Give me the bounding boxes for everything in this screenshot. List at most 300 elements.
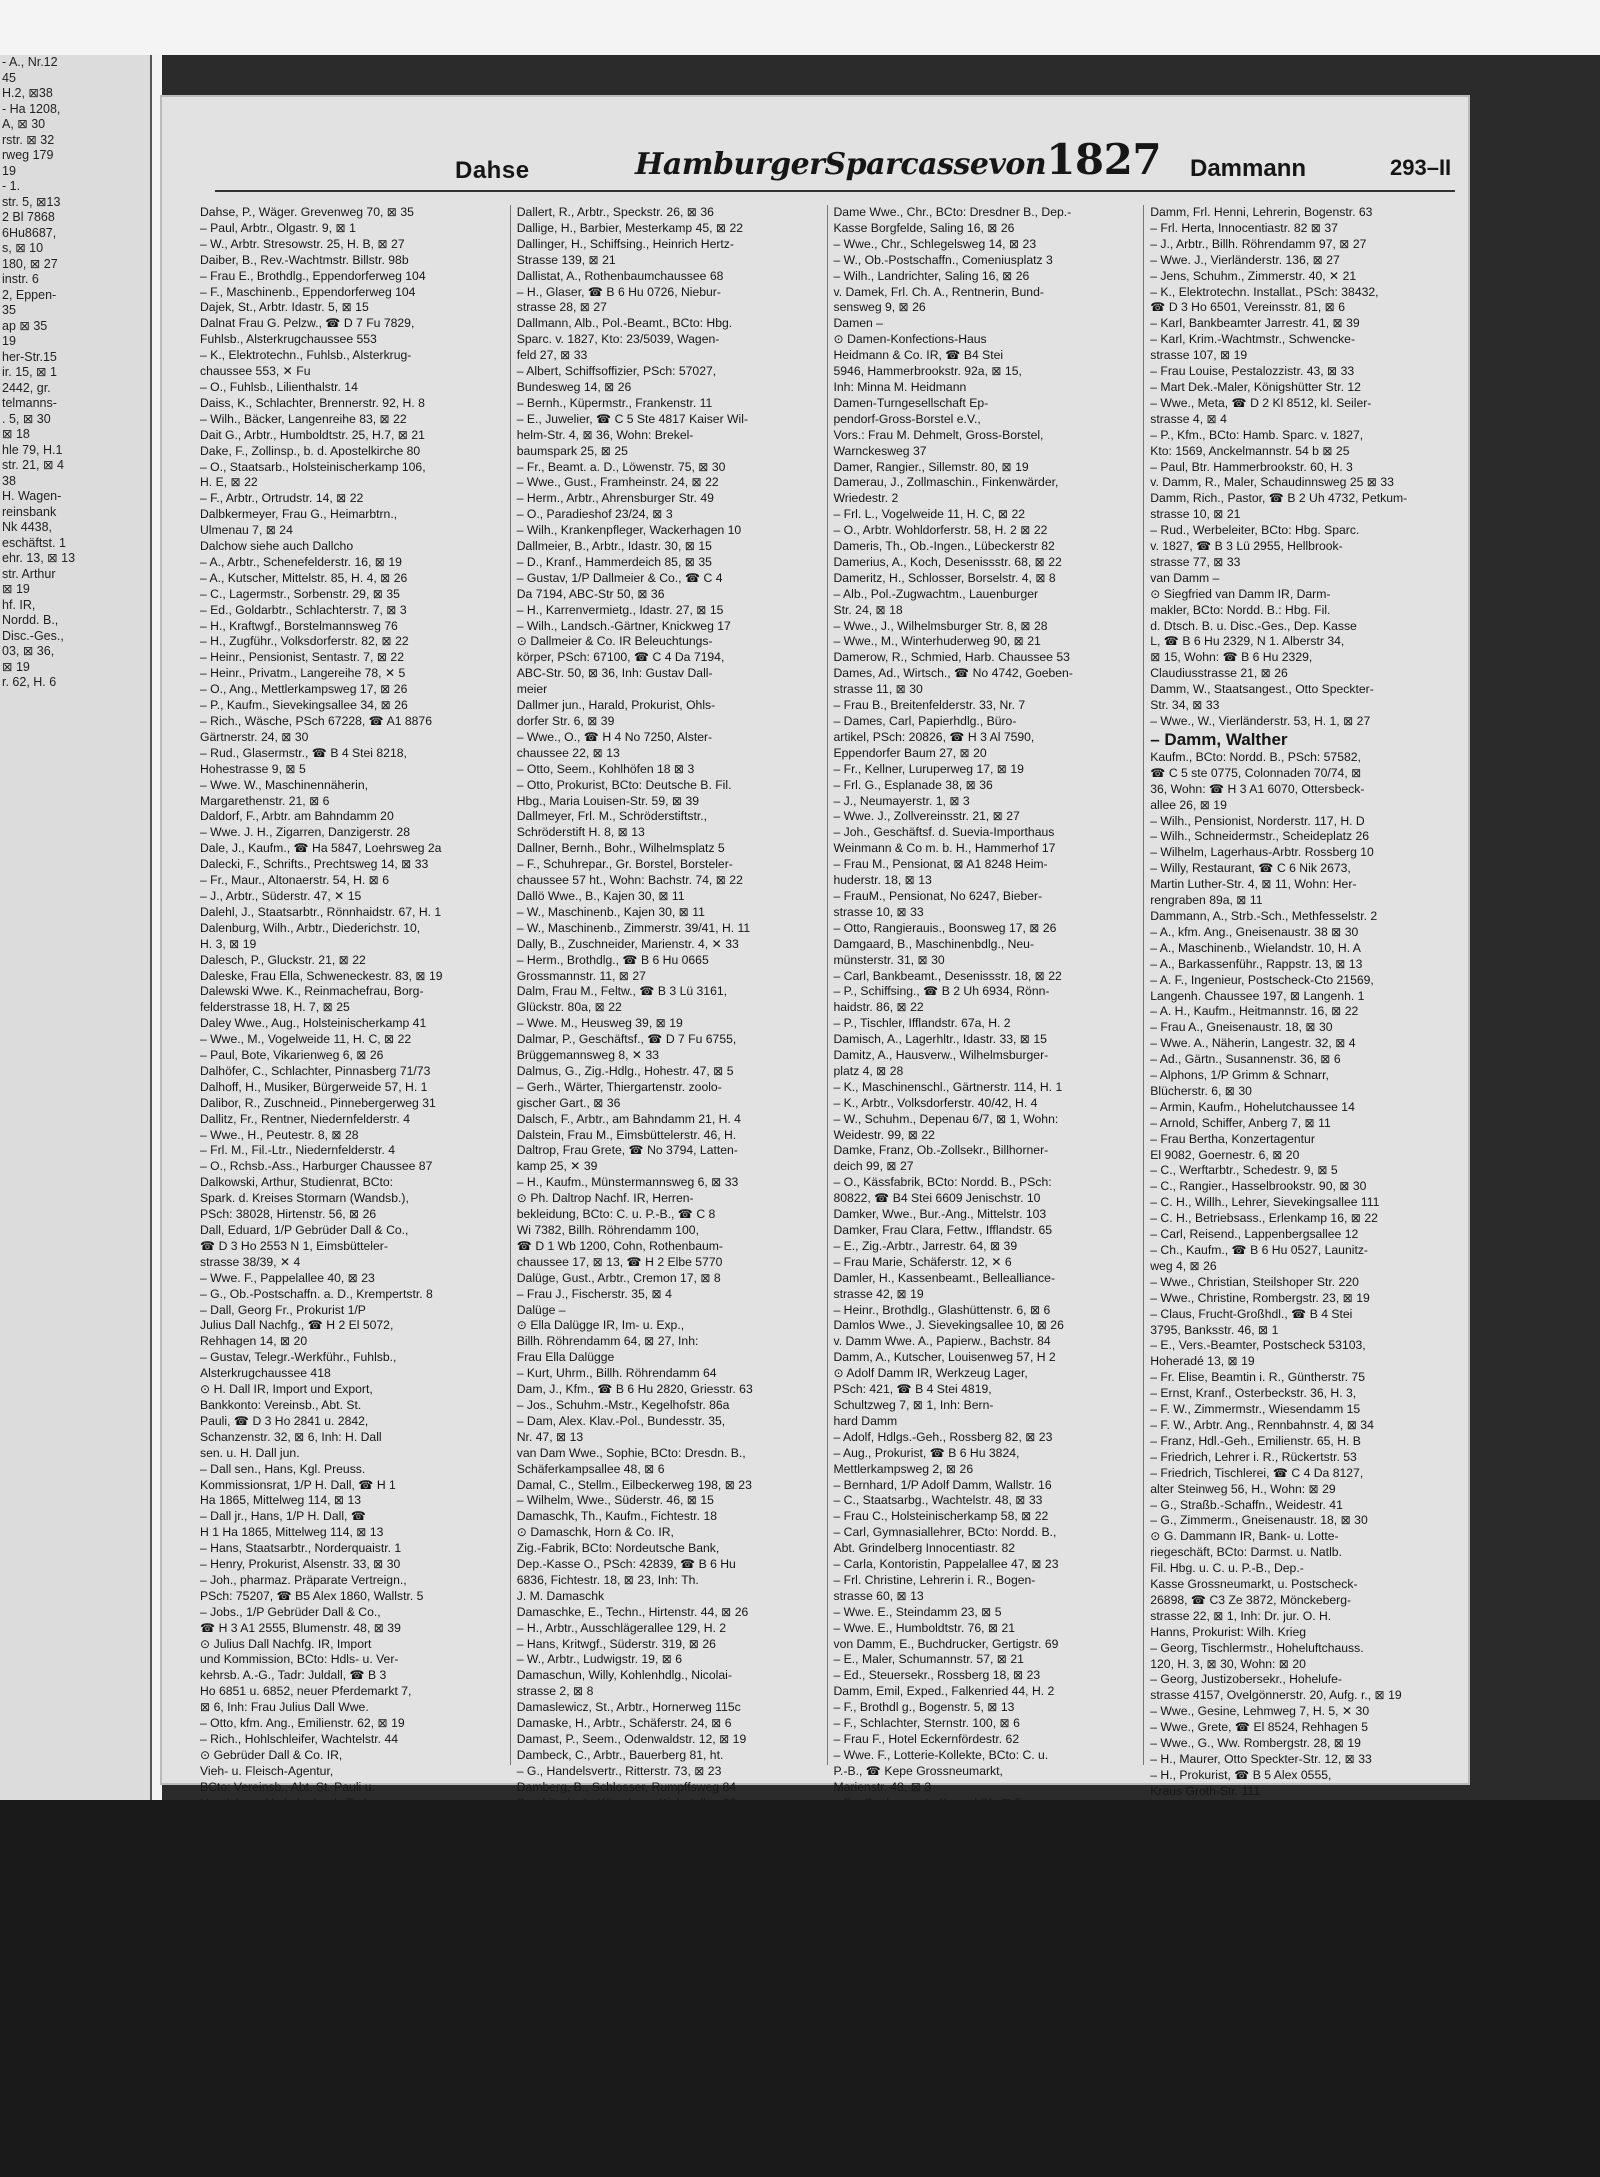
directory-entry: H. 3, ⊠ 19: [200, 936, 257, 951]
directory-entry: – H., Karrenvermietg., Idastr. 27, ⊠ 15: [516, 602, 724, 617]
directory-entry: strasse 77, ⊠ 33: [1150, 554, 1241, 569]
directory-entry: – Jens, Schuhm., Zimmerstr. 40, ✕ 21: [1150, 268, 1357, 283]
directory-entry: – Dall jr., Hans, 1/P H. Dall, ☎: [200, 1509, 367, 1524]
directory-entry: Dalchow siehe auch Dallcho: [200, 539, 354, 554]
directory-entry: – Frl. L., Vogelweide 11, H. C, ⊠ 22: [833, 507, 1026, 522]
directory-entry: ⊙ Gebrüder Dall & Co. IR,: [200, 1747, 343, 1762]
previous-page-fragment: s, ⊠ 10: [2, 241, 44, 255]
directory-entry: makler, BCto: Nordd. B.: Hbg. Fil.: [1150, 602, 1331, 617]
directory-entry: – Jos., Schuhm.-Mstr., Kegelhofstr. 86a: [516, 1397, 730, 1412]
directory-entry: – Alb., Pol.-Zugwachtm., Lauenburger: [833, 586, 1039, 601]
directory-entry: Hohestrasse 9, ⊠ 5: [200, 761, 306, 776]
directory-entry: – G., Straßb.-Schaffn., Weidestr. 41: [1150, 1497, 1343, 1512]
directory-entry: – Carla, Kontoristin, Pappelallee 47, ⊠ 23: [833, 1557, 1059, 1572]
directory-entry: Dalkowski, Arthur, Studienrat, BCto:: [200, 1175, 394, 1190]
directory-entry: Langenh. Chaussee 197, ⊠ Langenh. 1: [1150, 988, 1365, 1003]
directory-entry: – J., Arbtr., Süderstr. 47, ✕ 15: [200, 888, 362, 903]
directory-entry: strasse 2, ⊠ 8: [516, 1684, 594, 1699]
directory-entry: Damgaard, B., Maschinenbdlg., Neu-: [833, 936, 1035, 951]
directory-entry: – Frl. M., Fil.-Ltr., Niedernfelderstr. 4: [200, 1143, 396, 1158]
directory-entry: – Otto, Seem., Kohlhöfen 18 ⊠ 3: [516, 761, 695, 776]
directory-entry: ABC-Str. 50, ⊠ 36, Inh: Gustav Dall-: [516, 666, 713, 681]
directory-entry: 3795, Banksstr. 46, ⊠ 1: [1150, 1322, 1279, 1337]
directory-entry: – Friedrich, Lehrer i. R., Rückertstr. 53: [1150, 1449, 1357, 1464]
directory-entry: Hoheradé 13, ⊠ 19: [1150, 1354, 1255, 1369]
directory-entry: Dameritz, H., Schlosser, Borselstr. 4, ⊠ 8: [833, 570, 1056, 585]
directory-entry: – Heinr., Privatm., Langereihe 78, ✕ 5: [200, 666, 406, 681]
directory-entry: Dalstein, Frau M., Eimsbüttelerstr. 46, H.: [516, 1127, 737, 1142]
directory-entry: – J., Arbtr., Billh. Röhrendamm 97, ⊠ 27: [1150, 236, 1367, 251]
directory-entry: Spark. d. Kreises Stormarn (Wandsb.),: [200, 1191, 409, 1206]
directory-entry: – E., Zig.-Arbtr., Jarrestr. 64, ⊠ 39: [833, 1238, 1018, 1253]
directory-entry: Str. 24, ⊠ 18: [833, 602, 903, 617]
directory-entry: – Otto, kfm. Ang., Emilienstr. 62, ⊠ 19: [200, 1716, 405, 1731]
directory-entry: strasse 22, ⊠ 1, Inh: Dr. jur. O. H.: [1150, 1608, 1332, 1623]
directory-entry: Dambeck, C., Arbtr., Bauerberg 81, ht.: [516, 1747, 724, 1762]
directory-entry: – Kurt, Uhrm., Billh. Röhrendamm 64: [516, 1366, 717, 1381]
directory-entry: – Fr. Elise, Beamtin i. R., Güntherstr. 75: [1150, 1370, 1365, 1385]
directory-entry: Schultzweg 7, ⊠ 1, Inh: Bern-: [833, 1397, 994, 1412]
directory-entry: – F. W., Zimmermstr., Wiesendamm 15: [1150, 1402, 1361, 1417]
directory-entry: meier: [516, 682, 548, 697]
directory-entry: – Ad., Gärtn., Susannenstr. 36, ⊠ 6: [1150, 1052, 1341, 1067]
directory-entry: – G., Handelsvertr., Ritterstr. 73, ⊠ 23: [516, 1763, 722, 1778]
directory-entry: – Frau A., Gneisenaustr. 18, ⊠ 30: [1150, 1020, 1333, 1035]
directory-entry: – H., Glaser, ☎ B 6 Hu 0726, Niebur-: [516, 284, 721, 299]
directory-entry: – A., kfm. Ang., Gneisenaustr. 38 ⊠ 30: [1150, 924, 1359, 939]
directory-entry: – Ch., Kaufm., ☎ B 6 Hu 0527, Launitz-: [1150, 1243, 1368, 1257]
directory-entry: ⊙ Damaschk, Horn & Co. IR,: [516, 1525, 674, 1540]
previous-page-fragment: A, ⊠ 30: [2, 117, 46, 131]
previous-page-fragment: 35: [2, 303, 16, 317]
directory-entry: van Damm –: [1150, 570, 1220, 585]
directory-entry: sensweg 9, ⊠ 26: [833, 300, 926, 315]
directory-entry: – Otto, Prokurist, BCto: Deutsche B. Fil.: [516, 777, 732, 792]
directory-entry: – Rud., Werbeleiter, BCto: Hbg. Sparc.: [1150, 523, 1360, 538]
directory-entry: – G., Ob.-Postschaffn. a. D., Krempertstr. 8: [200, 1286, 433, 1301]
directory-entry: – Wwe., M., Vogelweide 11, H. C, ⊠ 22: [200, 1032, 412, 1047]
directory-entry: – Frau F., Hotel Eckernfördestr. 62: [833, 1732, 1020, 1746]
directory-entry: hard Damm: [833, 1413, 898, 1428]
directory-entry: – Ernst, Kranf., Osterbeckstr. 36, H. 3,: [1150, 1386, 1357, 1401]
directory-entry: strasse 28, ⊠ 27: [516, 300, 607, 315]
directory-entry: – F., Schuhrepar., Gr. Borstel, Borsteler-: [516, 857, 733, 872]
directory-entry: Damm, W., Staatsangest., Otto Speckter-: [1150, 682, 1374, 697]
directory-entry: – C. H., Betriebsass., Erlenkamp 16, ⊠ 22: [1150, 1211, 1378, 1226]
directory-entry: ⊙ Siegfried van Damm IR, Darm-: [1150, 586, 1331, 601]
directory-entry: Abt. Grindelberg Innocentiastr. 82: [833, 1541, 1016, 1556]
directory-entry: – Wwe., Grete, ☎ El 8524, Rehhagen 5: [1150, 1720, 1368, 1735]
directory-entry: strasse 42, ⊠ 19: [833, 1286, 924, 1301]
directory-entry: helm-Str. 4, ⊠ 36, Wohn: Brekel-: [516, 427, 694, 442]
previous-page-fragment: hle 79, H.1: [2, 442, 63, 457]
directory-entry: 36, Wohn: ☎ H 3 A1 6070, Ottersbeck-: [1150, 781, 1365, 796]
directory-entry: Claudiusstrasse 21, ⊠ 26: [1150, 666, 1288, 681]
previous-page-fragment: telmanns-: [2, 396, 57, 410]
previous-page-fragment: 180, ⊠ 27: [2, 256, 58, 271]
sparcasse-brand-banner: [635, 135, 1162, 184]
directory-entry: ☎ D 3 Ho 2553 N 1, Eimsbütteler-: [200, 1238, 388, 1253]
previous-page-edge: [0, 55, 154, 1800]
directory-entry: Sparc. v. 1827, Kto: 23/5039, Wagen-: [516, 332, 720, 347]
directory-entry: – H., Prokurist, ☎ B 5 Alex 0555,: [1150, 1767, 1332, 1782]
directory-entry: Dallmeyer, Frl. M., Schröderstiftstr.,: [516, 809, 708, 824]
directory-entry: Dalesch, P., Gluckstr. 21, ⊠ 22: [200, 952, 366, 967]
directory-entry: Dalm, Frau M., Feltw., ☎ B 3 Lü 3161,: [516, 984, 728, 999]
directory-entry: Dallmeier, B., Arbtr., Idastr. 30, ⊠ 15: [516, 539, 712, 554]
directory-entry: Damen –: [833, 316, 883, 331]
directory-entry: – C. H., Willh., Lehrer, Sievekingsallee 111: [1150, 1195, 1380, 1210]
directory-entry: – Wilhelm, Lagerhaus-Arbtr. Rossberg 10: [1150, 845, 1374, 860]
directory-entry: H 1 Ha 1865, Mittelweg 114, ⊠ 13: [200, 1525, 384, 1540]
directory-entry: ⊙ Ph. Daltrop Nachf. IR, Herren-: [516, 1191, 694, 1206]
directory-entry: – Frl. Christine, Lehrerin i. R., Bogen-: [833, 1572, 1036, 1587]
previous-page-fragment: str. 21, ⊠ 4: [2, 458, 64, 472]
directory-entry: – Ed., Steuersekr., Rossberg 18, ⊠ 23: [833, 1668, 1041, 1683]
directory-entry: Schäferkampsallee 48, ⊠ 6: [516, 1461, 665, 1476]
directory-entry: – H., Arbtr., Ausschlägerallee 129, H. 2: [516, 1620, 727, 1635]
directory-entry: Margarethenstr. 21, ⊠ 6: [200, 793, 330, 808]
directory-entry: Dep.-Kasse O., PSch: 42839, ☎ B 6 Hu: [516, 1557, 736, 1572]
directory-entry: Zig.-Fabrik, BCto: Nordeutsche Bank,: [516, 1541, 720, 1556]
directory-entry: strasse 4157, Ovelgönnerstr. 20, Aufg. r., ⊠ 19: [1150, 1688, 1402, 1703]
directory-entry: baumspark 25, ⊠ 25: [516, 443, 628, 458]
directory-column-4: [1150, 205, 1460, 1798]
directory-entry: Dalbkermeyer, Frau G., Heimarbtrn.,: [200, 507, 398, 522]
directory-entry: Dallige, H., Barbier, Mesterkamp 45, ⊠ 22: [516, 220, 744, 235]
directory-entry: Dam, J., Kfm., ☎ B 6 Hu 2820, Griesstr. 63: [516, 1382, 753, 1397]
previous-page-fragment: rstr. ⊠ 32: [2, 132, 55, 147]
directory-entry: Daltrop, Frau Grete, ☎ No 3794, Latten-: [516, 1143, 738, 1158]
directory-entry: huderstr. 18, ⊠ 13: [833, 873, 932, 888]
directory-entry: Wi 7382, Billh. Röhrendamm 100,: [516, 1223, 699, 1237]
directory-entry: – Wwe. F., Pappelallee 40, ⊠ 23: [200, 1270, 375, 1285]
directory-entry: ⊠ 6, Inh: Frau Julius Dall Wwe.: [200, 1700, 369, 1715]
directory-entry: Dalhöfer, C., Schlachter, Pinnasberg 71/73: [200, 1063, 431, 1078]
directory-entry: Da 7194, ABC-Str 50, ⊠ 36: [516, 586, 665, 601]
previous-page-fragment: 6Hu8687,: [2, 225, 57, 240]
scan-background-bottom: [0, 1800, 1600, 2177]
directory-entry: weg 4, ⊠ 26: [1150, 1258, 1217, 1273]
directory-entry: Damker, Wwe., Bur.-Ang., Mittelstr. 103: [833, 1207, 1047, 1222]
directory-entry: – Paul, Btr. Hammerbrookstr. 60, H. 3: [1150, 459, 1353, 474]
directory-entry: – Frau Bertha, Konzertagentur: [1150, 1131, 1315, 1146]
previous-page-fragment: - Ha 1208,: [2, 101, 61, 116]
directory-entry: – Carl, Gymnasiallehrer, BCto: Nordd. B.,: [833, 1525, 1057, 1540]
directory-entry: Daldorf, F., Arbtr. am Bahndamm 20: [200, 809, 394, 824]
directory-entry: – Wwe., Christian, Steilshoper Str. 220: [1150, 1274, 1359, 1289]
directory-entry: feld 27, ⊠ 33: [516, 348, 588, 363]
directory-entry: ⊙ Adolf Damm IR, Werkzeug Lager,: [833, 1366, 1028, 1381]
directory-entry: – Hans, Staatsarbtr., Norderquaistr. 1: [200, 1541, 402, 1556]
directory-entry: – Wwe. E., Steindamm 23, ⊠ 5: [833, 1604, 1002, 1619]
previous-page-fragment: ir. 15, ⊠ 1: [2, 365, 57, 379]
directory-entry: – Wwe. J., Zollvereinsstr. 21, ⊠ 27: [833, 809, 1020, 824]
directory-entry: Warnckesweg 37: [833, 443, 927, 458]
directory-entry: – A., Arbtr., Schenefelderstr. 16, ⊠ 19: [200, 554, 402, 569]
directory-entry: Dajek, St., Arbtr. Idastr. 5, ⊠ 15: [200, 300, 369, 315]
directory-entry: – Wilh., Bäcker, Langenreihe 83, ⊠ 22: [200, 411, 407, 426]
directory-entry: Dallner, Bernh., Bohr., Wilhelmsplatz 5: [516, 841, 725, 856]
directory-entry: ⊙ Dallmeier & Co. IR Beleuchtungs-: [516, 634, 713, 649]
directory-entry: rengraben 89a, ⊠ 11: [1150, 893, 1263, 908]
directory-entry: – P., Kaufm., Sievekingsallee 34, ⊠ 26: [200, 698, 408, 713]
directory-entry: strasse 10, ⊠ 33: [833, 904, 924, 919]
directory-entry: – W., Arbtr. Stresowstr. 25, H. B, ⊠ 27: [200, 236, 405, 251]
directory-entry: Fil. Hbg. u. C. u. P.-B., Dep.-: [1150, 1561, 1304, 1576]
directory-entry: – C., Werftarbtr., Schedestr. 9, ⊠ 5: [1150, 1163, 1338, 1178]
directory-entry: körper, PSch: 67100, ☎ C 4 Da 7194,: [516, 650, 725, 665]
previous-page-fragment: 38: [2, 473, 16, 488]
directory-entry: Dalehl, J., Staatsarbtr., Rönnhaidstr. 67, H. 1: [200, 904, 442, 919]
directory-entry: – P., Schiffsing., ☎ B 2 Uh 6934, Rönn-: [833, 984, 1050, 999]
directory-entry: – Willy, Restaurant, ☎ C 6 Nik 2673,: [1150, 861, 1351, 876]
directory-entry: – Fr., Maur., Altonaerstr. 54, H. ⊠ 6: [200, 873, 390, 888]
previous-page-fragment: str. 5, ⊠13: [2, 194, 61, 209]
directory-entry: – E., Vers.-Beamter, Postscheck 53103,: [1150, 1338, 1366, 1353]
directory-entry: Dallmer jun., Harald, Prokurist, Ohls-: [516, 698, 716, 713]
directory-entry: – Wilh., Landsch.-Gärtner, Knickweg 17: [516, 618, 731, 633]
directory-entry: Damaslewicz, St., Arbtr., Hornerweg 115c: [516, 1700, 741, 1715]
directory-entry: H. E, ⊠ 22: [200, 475, 258, 490]
directory-entry: BCto: Vereinsb., Abt. St. Pauli u.: [200, 1779, 375, 1794]
directory-entry: Damberg, B., Schlosser, Rumpffsweg 84: [516, 1779, 736, 1794]
directory-entry: Dake, F., Zollinsp., b. d. Apostelkirche 80: [200, 443, 421, 458]
directory-entry: chaussee 22, ⊠ 13: [516, 745, 620, 760]
directory-entry: deich 99, ⊠ 27: [833, 1159, 914, 1174]
directory-entry: Ha 1865, Mittelweg 114, ⊠ 13: [200, 1493, 362, 1508]
directory-entry: Dalenburg, Wilh., Arbtr., Diederichstr. 10,: [200, 920, 421, 935]
directory-entry: – Karl, Bankbeamter Jarrestr. 41, ⊠ 39: [1150, 316, 1360, 331]
directory-entry: – E., Maler, Schumannstr. 57, ⊠ 21: [833, 1652, 1024, 1667]
directory-entry: pendorf-Gross-Borstel e.V.,: [833, 411, 981, 426]
directory-entry: – Paul, Arbtr., Olgastr. 9, ⊠ 1: [200, 220, 356, 235]
directory-entry: ☎ H 3 A1 2555, Blumenstr. 48, ⊠ 39: [200, 1620, 401, 1635]
directory-entry: – Heinr., Brothdlg., Glashüttenstr. 6, ⊠ 6: [833, 1302, 1051, 1317]
directory-entry: – P., Tischler, Ifflandstr. 67a, H. 2: [833, 1016, 1011, 1031]
directory-entry: Dalhoff, H., Musiker, Bürgerweide 57, H. 1: [200, 1079, 428, 1094]
directory-entry: – Paul, Bote, Vikarienweg 6, ⊠ 26: [200, 1048, 384, 1063]
directory-entry: Vieh- u. Fleisch-Agentur,: [200, 1763, 334, 1778]
directory-entry: Weidestr. 99, ⊠ 22: [833, 1127, 935, 1142]
directory-entry: – H., Kraftwgf., Borstelmannsweg 76: [200, 618, 398, 633]
previous-page-fragment: 2, Eppen-: [2, 287, 57, 302]
previous-page-fragment: reinsbank: [2, 504, 57, 519]
directory-entry: Dalmar, P., Geschäftsf., ☎ D 7 Fu 6755,: [516, 1032, 737, 1047]
previous-page-fragment: H.2, ⊠38: [2, 86, 53, 100]
directory-entry: ☎ C 5 ste 0775, Colonnaden 70/74, ⊠: [1150, 765, 1362, 780]
directory-entry: Daley Wwe., Aug., Holsteinischerkamp 41: [200, 1016, 427, 1031]
directory-entry: – F. W., Arbtr. Ang., Rennbahnstr. 4, ⊠ 34: [1150, 1417, 1374, 1432]
directory-entry: P.-B., ☎ Kepe Grossneumarkt,: [833, 1763, 1003, 1778]
directory-entry: – Fr., Beamt. a. D., Löwenstr. 75, ⊠ 30: [516, 459, 726, 474]
directory-entry: – Wwe., Chr., Schlegelsweg 14, ⊠ 23: [833, 236, 1037, 251]
directory-entry: – O., Kässfabrik, BCto: Nordd. B., PSch:: [833, 1175, 1052, 1190]
previous-page-fragment: 19: [2, 163, 16, 178]
directory-entry: ☎ D 1 Wb 1200, Cohn, Rothenbaum-: [516, 1238, 723, 1253]
directory-entry: – Wwe., Gust., Framheinstr. 24, ⊠ 22: [516, 475, 719, 490]
directory-entry: – C., Staatsarbg., Wachtelstr. 48, ⊠ 33: [833, 1493, 1043, 1508]
directory-entry: – O., Ang., Mettlerkampsweg 17, ⊠ 26: [200, 682, 408, 697]
directory-entry: L, ☎ B 6 Hu 2329, N 1. Alberstr 34,: [1150, 634, 1345, 649]
directory-entry: Kasse Borgfelde, Saling 16, ⊠ 26: [833, 220, 1015, 235]
directory-entry: Damerau, J., Zollmaschin., Finkenwärder,: [833, 475, 1059, 490]
directory-entry: Dameris, Th., Ob.-Ingen., Lübeckerstr 82: [833, 539, 1055, 554]
directory-entry: haidstr. 86, ⊠ 22: [833, 1000, 924, 1015]
directory-entry: Blücherstr. 6, ⊠ 30: [1150, 1083, 1252, 1098]
directory-entry: kamp 25, ✕ 39: [516, 1159, 598, 1174]
directory-entry: – FrauM., Pensionat, No 6247, Bieber-: [833, 888, 1043, 903]
directory-entry: – Wilhelm, Wwe., Süderstr. 46, ⊠ 15: [516, 1493, 714, 1508]
directory-entry: – Albert, Schiffsoffizier, PSch: 57027,: [516, 364, 717, 379]
directory-entry: Damaschk, Th., Kaufm., Fichtestr. 18: [516, 1509, 718, 1524]
directory-entry: – A., Maschinenb., Wielandstr. 10, H. A: [1150, 940, 1361, 955]
directory-entry: – Carl, Bankbeamt., Desenissstr. 18, ⊠ 22: [833, 968, 1062, 983]
directory-entry: platz 4, ⊠ 28: [833, 1063, 904, 1078]
directory-entry: – P., Kfm., BCto: Hamb. Sparc. v. 1827,: [1150, 427, 1364, 442]
directory-entry: chaussee 553, ✕ Fu: [200, 364, 311, 379]
directory-entry: – Wwe., G., Ww. Rombergstr. 28, ⊠ 19: [1150, 1736, 1361, 1751]
directory-entry: Billh. Röhrendamm 64, ⊠ 27, Inh:: [516, 1334, 699, 1349]
directory-entry: – O., Fuhlsb., Lilienthalstr. 14: [200, 379, 358, 394]
directory-entry: – Hans, Kritwgf., Süderstr. 319, ⊠ 26: [516, 1636, 716, 1651]
page-number: 293–II: [1390, 155, 1452, 180]
directory-entry: Dalecki, F., Schrifts., Prechtsweg 14, ⊠ 33: [200, 857, 429, 872]
directory-entry: Damlos Wwe., J. Sievekingsallee 10, ⊠ 26: [833, 1318, 1064, 1333]
directory-entry: – Ed., Goldarbtr., Schlachterstr. 7, ⊠ 3: [200, 602, 407, 617]
directory-entry: – F., Schlachter, Sternstr. 100, ⊠ 6: [833, 1716, 1020, 1731]
directory-entry: Nr. 47, ⊠ 13: [516, 1429, 584, 1444]
directory-entry: münsterstr. 31, ⊠ 30: [833, 952, 945, 967]
directory-entry: – C., Lagermstr., Sorbenstr. 29, ⊠ 35: [200, 586, 400, 601]
directory-entry: v. Damm, R., Maler, Schaudinnsweg 25 ⊠ 33: [1150, 475, 1394, 490]
directory-entry: strasse 60, ⊠ 13: [833, 1588, 924, 1603]
directory-entry: – H., Kaufm., Münstermannsweg 6, ⊠ 33: [516, 1175, 739, 1190]
directory-entry: Julius Dall Nachfg., ☎ H 2 El 5072,: [200, 1318, 394, 1333]
directory-entry: – Wwe. W., Maschinennäherin,: [200, 777, 368, 792]
directory-entry: – Frau B., Breitenfelderstr. 33, Nr. 7: [833, 698, 1026, 713]
previous-page-fragment: 45: [2, 70, 16, 85]
directory-entry: – Bernh., Küpermstr., Frankenstr. 11: [516, 395, 713, 410]
directory-entry: ⊙ Ella Dalügge IR, Im- u. Exp.,: [516, 1318, 685, 1333]
directory-entry: Kraus Groth-Str. 111: [1150, 1783, 1261, 1798]
directory-entry: – Fr., Kellner, Luruperweg 17, ⊠ 19: [833, 761, 1024, 776]
header-rule: [215, 190, 1455, 192]
directory-entry: Dalüge, Gust., Arbtr., Cremon 17, ⊠ 8: [516, 1270, 721, 1285]
previous-page-fragment: 19: [2, 334, 16, 348]
directory-entry: – Aug., Prokurist, ☎ B 6 Hu 3824,: [833, 1445, 1020, 1460]
directory-entry: PSch: 421, ☎ B 4 Stei 4819,: [833, 1382, 992, 1397]
directory-entry: – Wwe. A., Näherin, Langestr. 32, ⊠ 4: [1150, 1036, 1356, 1051]
directory-entry: – Armin, Kaufm., Hohelutchaussee 14: [1150, 1099, 1355, 1114]
directory-entry: 6836, Fichtestr. 18, ⊠ 23, Inh: Th.: [516, 1572, 699, 1587]
directory-entry: – Bernhard, 1/P Adolf Damm, Wallstr. 16: [833, 1477, 1052, 1492]
previous-page-fragment: 03, ⊠ 36,: [2, 644, 55, 658]
directory-entry: von Damm, E., Buchdrucker, Gertigstr. 69: [833, 1636, 1059, 1651]
directory-entry: chaussee 17, ⊠ 13, ☎ H 2 Elbe 5770: [516, 1254, 723, 1269]
directory-entry: – Wilh., Schneidermstr., Scheideplatz 26: [1150, 829, 1370, 844]
directory-entry: – Adolf, Hdlgs.-Geh., Rossberg 82, ⊠ 23: [833, 1429, 1053, 1444]
previous-page-fragment: rweg 179: [2, 148, 54, 162]
directory-entry: – W., Arbtr., Ludwigstr. 19, ⊠ 6: [516, 1652, 683, 1667]
directory-entry: Glückstr. 80a, ⊠ 22: [516, 1000, 622, 1015]
directory-entry: – Rud., Glasermstr., ☎ B 4 Stei 8218,: [200, 745, 407, 760]
directory-entry: Schröderstift H. 8, ⊠ 13: [516, 825, 645, 840]
directory-entry: 80822, ☎ B4 Stei 6609 Jenischstr. 10: [833, 1191, 1041, 1206]
directory-entry: Damaschun, Willy, Kohlenhdlg., Nicolai-: [516, 1668, 732, 1683]
directory-entry: Eppendorfer Baum 27, ⊠ 20: [833, 745, 987, 760]
directory-entry: Kaufm., BCto: Nordd. B., PSch: 57582,: [1150, 749, 1361, 764]
directory-entry: Frau Ella Dalügge: [516, 1350, 615, 1365]
directory-entry: Grossmannstr. 11, ⊠ 27: [516, 968, 646, 983]
previous-page-fragment: ⊠ 19: [2, 582, 30, 596]
directory-entry: – F., Arbtr., Ortrudstr. 14, ⊠ 22: [200, 491, 364, 506]
directory-entry: artikel, PSch: 20826, ☎ H 3 Al 7590,: [833, 729, 1035, 744]
directory-entry: Dalüge –: [516, 1302, 566, 1317]
directory-entry: Pauli, ☎ D 3 Ho 2841 u. 2842,: [200, 1413, 369, 1428]
previous-page-fragment: hf. IR,: [2, 597, 36, 612]
directory-entry: Daleske, Frau Ella, Schweneckestr. 83, ⊠ 19: [200, 968, 443, 983]
directory-entry: – Jobs., 1/P Gebrüder Dall & Co.,: [200, 1604, 381, 1619]
directory-entry: – H., Zugführ., Volksdorferstr. 82, ⊠ 22: [200, 634, 409, 649]
directory-entry: strasse 4, ⊠ 4: [1150, 411, 1227, 426]
directory-entry: – G., Zimmerm., Gneisenaustr. 18, ⊠ 30: [1150, 1513, 1368, 1528]
directory-entry: – Frau J., Fischerstr. 35, ⊠ 4: [516, 1286, 672, 1301]
directory-entry: – O., Arbtr. Wohldorferstr. 58, H. 2 ⊠ 22: [833, 523, 1048, 538]
directory-entry: Kto: 1569, Anckelmannstr. 54 b ⊠ 25: [1150, 443, 1350, 458]
directory-entry: – Claus, Frucht-Großhdl., ☎ B 4 Stei: [1150, 1306, 1353, 1321]
directory-entry: Dallmann, Alb., Pol.-Beamt., BCto: Hbg.: [516, 316, 733, 331]
directory-entry: 5946, Hammerbrookstr. 92a, ⊠ 15,: [833, 364, 1022, 379]
directory-entry: Damaske, H., Arbtr., Schäferstr. 24, ⊠ 6: [516, 1716, 732, 1731]
previous-page-fragment: H. Wagen-: [2, 489, 62, 503]
directory-entry: – O., Rchsb.-Ass., Harburger Chaussee 87: [200, 1159, 433, 1174]
directory-entry: Hanns, Prokurist: Wilh. Krieg: [1150, 1624, 1307, 1639]
directory-entry: sen. u. H. Dall jun.: [200, 1445, 300, 1460]
directory-entry: – Georg, Justizobersekr., Hohelufe-: [1150, 1672, 1342, 1687]
directory-entry: – Rich., Hohlschleifer, Wachtelstr. 44: [200, 1732, 399, 1746]
previous-page-fragment: ehr. 13, ⊠ 13: [2, 551, 76, 565]
directory-entry: – Dall, Georg Fr., Prokurist 1/P: [200, 1302, 366, 1317]
directory-entry: Inh: Minna M. Heidmann: [833, 379, 967, 394]
directory-entry: gischer Gart., ⊠ 36: [516, 1095, 621, 1110]
directory-entry: Dahse, P., Wäger. Grevenweg 70, ⊠ 35: [200, 205, 414, 219]
previous-page-fragment: 2442, gr.: [2, 380, 51, 395]
directory-entry: El 9082, Goernestr. 6, ⊠ 20: [1150, 1147, 1300, 1162]
directory-entry: Dammann, A., Strb.-Sch., Methfesselstr. 2: [1150, 908, 1378, 923]
directory-entry: – K., Elektrotechn. Installat., PSch: 38432,: [1150, 284, 1379, 299]
directory-entry: Dale, J., Kaufm., ☎ Ha 5847, Loehrsweg 2a: [200, 841, 442, 856]
directory-entry: ⊙ Damen-Konfections-Haus: [833, 332, 987, 347]
directory-entry: – E., Juwelier, ☎ C 5 Ste 4817 Kaiser Wil-: [516, 411, 749, 426]
directory-entry: strasse 38/39, ✕ 4: [200, 1254, 301, 1269]
directory-column-3: [833, 205, 1145, 1794]
directory-entry: – Wwe. F., Lotterie-Kollekte, BCto: C. u.: [833, 1747, 1049, 1762]
directory-entry: Mettlerkampsweg 2, ⊠ 26: [833, 1461, 974, 1476]
directory-entry: – Wilh., Landrichter, Saling 16, ⊠ 26: [833, 268, 1030, 283]
directory-entry: – K., Maschinenschl., Gärtnerstr. 114, H. 1: [833, 1079, 1063, 1094]
directory-entry: Dallinger, H., Schiffsing., Heinrich Hertz-: [516, 236, 734, 251]
previous-page-fragment: her-Str.15: [2, 349, 57, 364]
directory-entry: – Wwe., H., Peutestr. 8, ⊠ 28: [200, 1127, 359, 1142]
directory-entry: – W., Schuhm., Depenau 6/7, ⊠ 1, Wohn:: [833, 1111, 1059, 1126]
directory-entry: – Frl. Herta, Innocentiastr. 82 ⊠ 37: [1150, 220, 1338, 235]
directory-columns: [200, 205, 1460, 1798]
directory-entry: Damen-Turngesellschaft Ep-: [833, 395, 989, 410]
directory-entry: – Wilh., Krankenpfleger, Wackerhagen 10: [516, 523, 742, 538]
directory-entry: Dalewski Wwe. K., Reinmachefrau, Borg-: [200, 984, 424, 999]
previous-page-fragment: ap ⊠ 35: [2, 318, 48, 333]
